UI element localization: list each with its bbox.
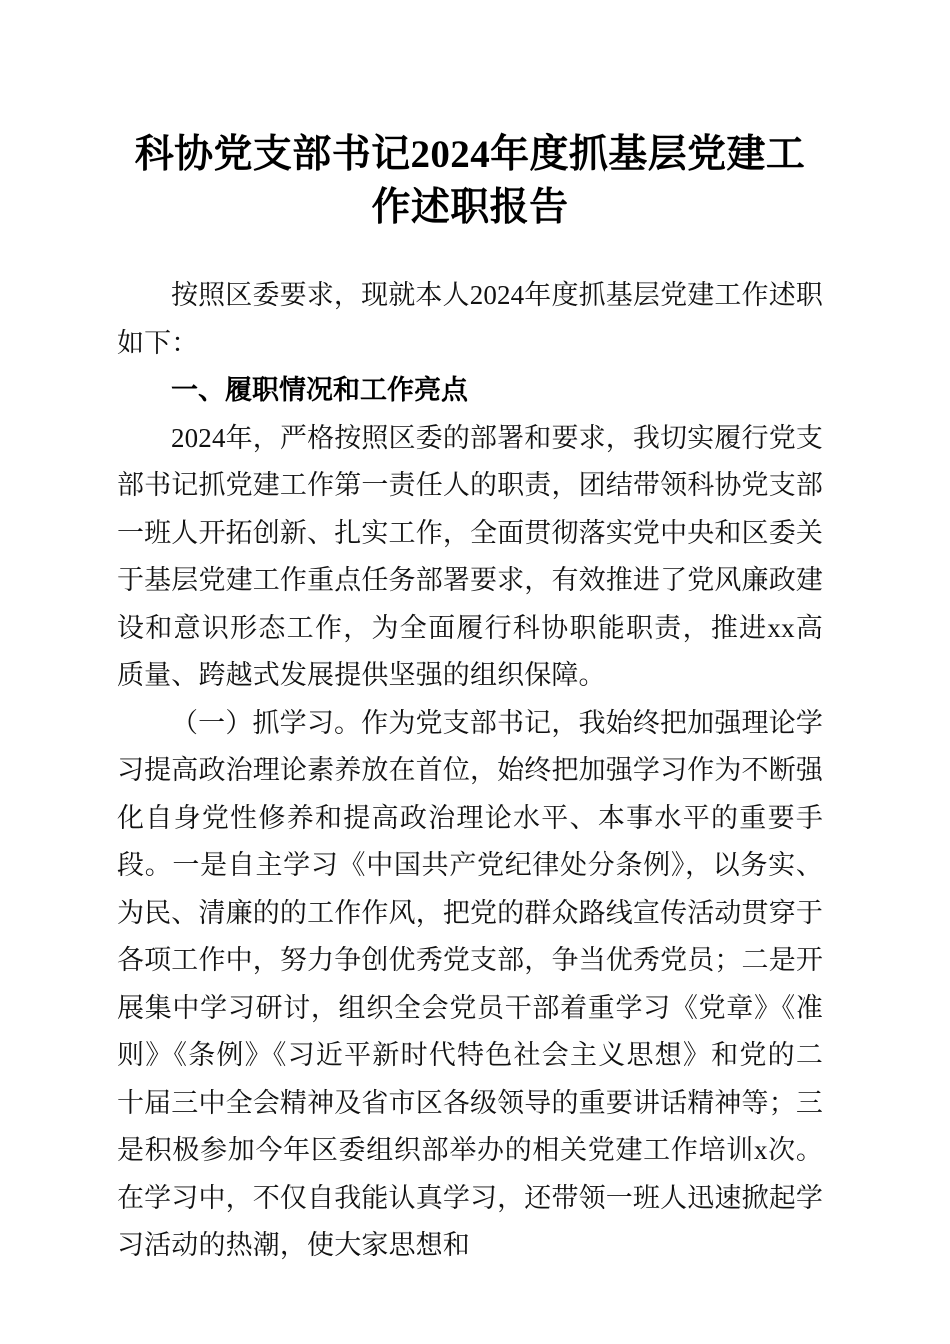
paragraph-item-1-study: （一）抓学习。作为党支部书记，我始终把加强理论学习提高政治理论素养放在首位，始终把加强学习作为不断强化自身党性修养和提高政治理论水平、本事水平的重要手段。一是自主学习《中国共产党纪律处分条例》，以务实、为民、清廉的的工作作风，把党的群众路线宣传活动贯穿于各项工作中，努力争创优秀党支部，争当优秀党员；二是开展集中学习研讨，组织全会党员干部着重学习《党章》《准则》《条例》《习近平新时代特色社会主义思想》和党的二十届三中全会精神及省市区各级领导的重要讲话精神等；三是积极参加今年区委组织部举办的相关党建工作培训x次。在学习中，不仅自我能认真学习，还带领一班人迅速掀起学习活动的热潮，使大家思想和 <box>117 707 823 1260</box>
paragraph-duties-overview: 2024年，严格按照区委的部署和要求，我切实履行党支部书记抓党建工作第一责任人的职责，团结带领科协党支部一班人开拓创新、扎实工作，全面贯彻落实党中央和区委关于基层党建工作重点任务部署要求，有效推进了党风廉政建设和意识形态工作，为全面履行科协职能职责，推进xx高质量、跨越式发展提供坚强的组织保障。 <box>117 422 823 690</box>
page-title: 科协党支部书记2024年度抓基层党建工作述职报告 <box>134 133 806 229</box>
document-body <box>117 272 823 1270</box>
intro-paragraph: 按照区委要求，现就本人2024年度抓基层党建工作述职如下： <box>117 280 823 358</box>
page-content-column <box>117 0 823 1270</box>
section-heading-1: 一、履职情况和工作亮点 <box>171 375 468 405</box>
